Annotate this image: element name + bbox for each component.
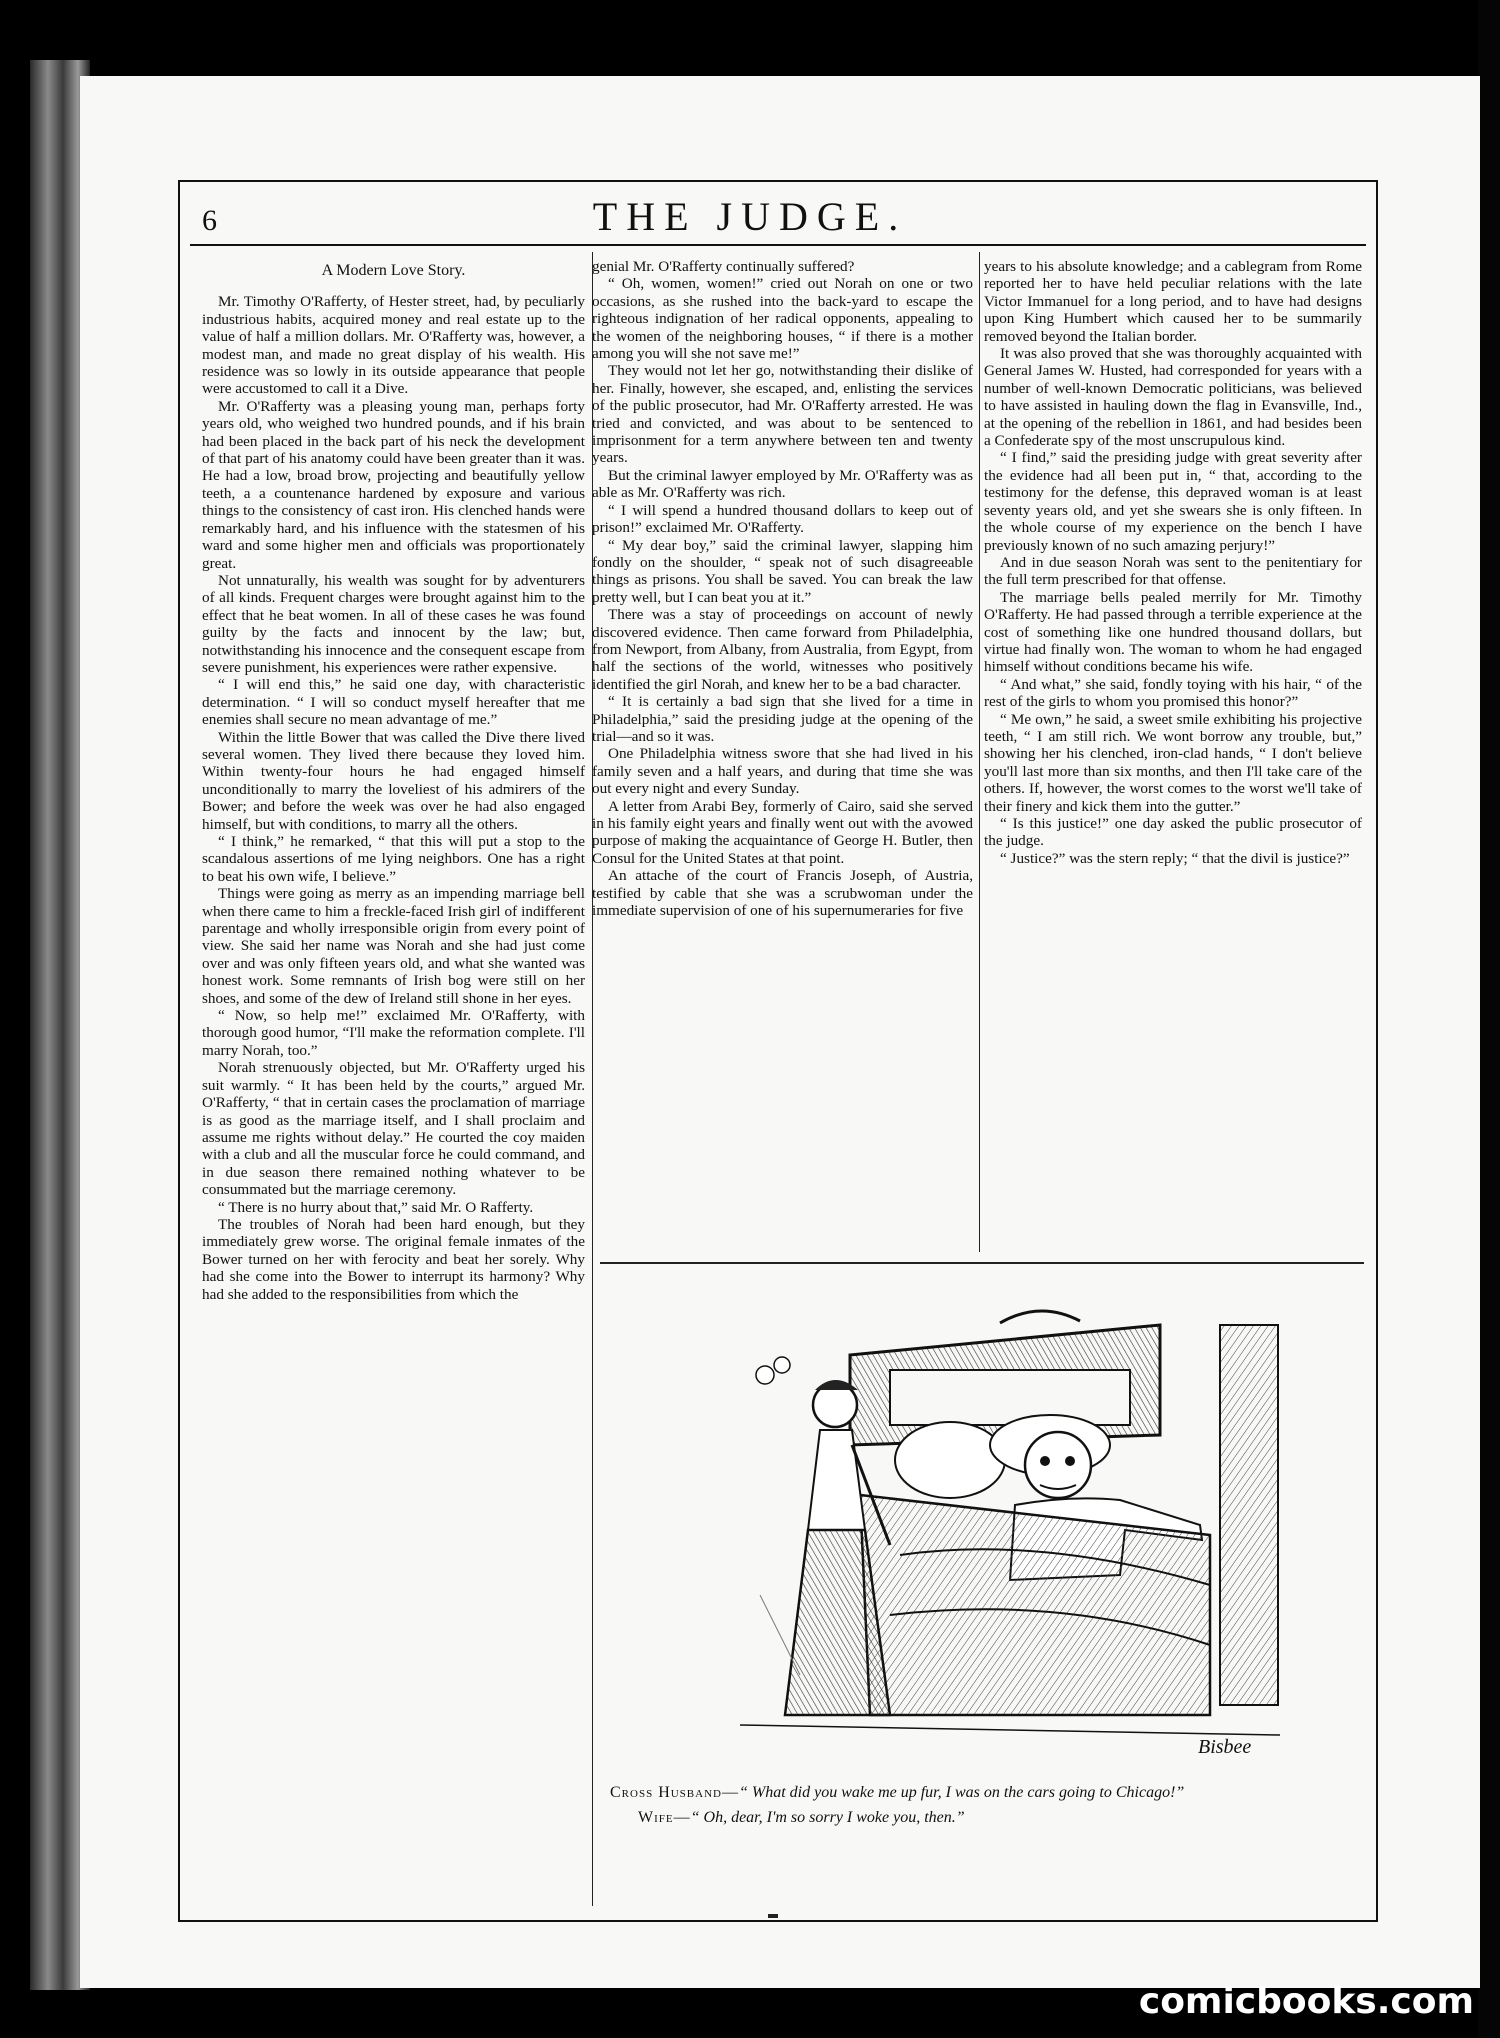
paragraph: One Philadelphia witness swore that she had lived in his family seven and a half years, and during that time she was out every night and every Sunday. bbox=[592, 745, 973, 798]
paragraph: “ Justice?” was the stern reply; “ that the divil is justice?” bbox=[1000, 849, 1350, 867]
paragraph: “ Oh, women, women!” cried out Norah on one or two occasions, as she rushed into the back-yard to escape the righteous indignation of her radical opponents, appealing to the women of the neighboring houses, “ if there is a mother among you will she not save me!” bbox=[592, 275, 973, 363]
caption-husband-quote: “ What did you wake me up fur, I was on the cars going to Chicago!” bbox=[738, 1784, 1185, 1801]
paragraph: “ And what,” she said, fondly toying with his hair, “ of the rest of the girls to whom you promised this honor?” bbox=[984, 675, 1362, 711]
story-column-1 bbox=[202, 262, 585, 1303]
column-divider-2 bbox=[979, 252, 980, 1252]
paragraph: years to his absolute knowledge; and a cablegram from Rome reported her to have held peculiar relations with the late Victor Immanuel for a long period, and to have had designs upon King Humbert which caused her to be summarily removed beyond the Italian border. bbox=[984, 258, 1362, 345]
paragraph: “ It is certainly a bad sign that she lived for a time in Philadelphia,” said the presiding judge at the opening of the trial—and so it was. bbox=[592, 693, 973, 745]
caption-wife-quote: “ Oh, dear, I'm so sorry I woke you, then.” bbox=[690, 1809, 965, 1826]
paragraph: “ My dear boy,” said the criminal lawyer, slapping him fondly on the shoulder, “ speak not of such disagreeable things as prisons. You shall be saved. You can break the law pretty well, but I can beat you at it.” bbox=[592, 536, 973, 606]
story-title: A Modern Love Story. bbox=[321, 262, 466, 279]
paragraph: The troubles of Norah had been hard enough, but they immediately grew worse. The original female inmates of the Bower turned on her with ferocity and beat her sorely. Why had she come into the Bower to interrupt its harmony? Why had she added to the responsibilities from which the bbox=[202, 1215, 585, 1303]
paragraph: “ I will spend a hundred thousand dollars to keep out of prison!” exclaimed Mr. O'Rafferty. bbox=[592, 501, 973, 537]
caption-line-1 bbox=[610, 1782, 1360, 1803]
paragraph: But the criminal lawyer employed by Mr. O'Rafferty was as able as Mr. O'Rafferty was rich. bbox=[592, 466, 973, 502]
site-watermark: comicbooks.com bbox=[1138, 1981, 1474, 2022]
paragraph: Mr. Timothy O'Rafferty, of Hester street, had, by peculiarly industrious habits, acquired money and real estate up to the value of half a million dollars. Mr. O'Rafferty was, however, a modest man, and made no great display of his wealth. His residence was so lowly in its outside appearance that people were accustomed to call it a Dive. bbox=[202, 293, 585, 398]
paragraph: The marriage bells pealed merrily for Mr. Timothy O'Rafferty. He had passed through a terrible experience at the cost of something like one hundred thousand dollars, but virtue had finally won. The woman to whom he had engaged himself without conditions became his wife. bbox=[984, 588, 1362, 676]
illustration-rule bbox=[600, 1262, 1364, 1264]
paragraph: Mr. O'Rafferty was a pleasing young man, perhaps forty years old, who weighed two hundred pounds, and if his brain had been placed in the back part of his neck the development of that part of his anatomy could have been greater than it was. He had a low, broad brow, projecting and beautifully yellow teeth, a a countenance hardened by exposure and various things to the consistency of cast iron. His clenched hands were remarkably hard, and his influence with the statesmen of his ward and some higher men and officials was proportionately great. bbox=[202, 397, 585, 572]
story-column-3 bbox=[984, 258, 1362, 867]
paragraph: “ I will end this,” he said one day, with characteristic determination. “ I will so conduct myself hereafter that me enemies shall secure no mean advantage of me.” bbox=[202, 676, 585, 729]
masthead-title: THE JUDGE. bbox=[592, 194, 908, 239]
paragraph: “ I find,” said the presiding judge with great severity after the evidence had all been put in, “ that, according to the testimony for the defense, this depraved woman is at least seventy years old, and yet she swears she is only fifteen. In the whole course of my experience on the bench I have previously known of no such amazing perjury!” bbox=[984, 449, 1362, 554]
paragraph: Within the little Bower that was called the Dive there lived several women. They lived there because they loved him. Within twenty-four hours he had engaged himself unconditionally to marry the loveliest of his admirers of the Bower; and before the week was over he had also engaged himself, but with conditions, to marry all the others. bbox=[202, 728, 585, 833]
paragraph: They would not let her go, notwithstanding their dislike of her. Finally, however, she escaped, and, enlisting the services of the public prosecutor, had Mr. O'Rafferty arrested. He was tried and convicted, and was about to be sentenced to imprisonment for a term anywhere between ten and twenty years. bbox=[592, 362, 973, 467]
dresser-shape bbox=[1220, 1325, 1278, 1705]
paragraph: It was also proved that she was thoroughly acquainted with General James W. Husted, had corresponded for years with a number of well-known Democratic politicians, was believed to have assisted in hauling down the flag in Evansville, Ind., at the opening of the rebellion in 1861, and had besides been a Confederate spy of the most unscrupulous kind. bbox=[984, 345, 1362, 450]
paragraph: And in due season Norah was sent to the penitentiary for the full term prescribed for that offense. bbox=[984, 553, 1362, 589]
bedroom-illustration bbox=[740, 1295, 1280, 1765]
paragraph: Not unnaturally, his wealth was sought for by adventurers of all kinds. Frequent charges were brought against him to the effect that he beat women. In all of these cases he was found guilty by the facts and innocent by the law; but, notwithstanding his innocence and the consequent escape from severe punishment, his experiences were rather expensive. bbox=[202, 571, 585, 676]
caption-line-2 bbox=[610, 1807, 1360, 1828]
paragraph: Things were going as merry as an impending marriage bell when there came to him a freckle-faced Irish girl of indifferent parentage and wholly irresponsible origin from every point of view. She said her name was Norah and she had just come over and was only fifteen years old, and what she wanted was honest work. Some remnants of Irish bog were still on her shoes, and some of the dew of Ireland still shone in her eyes. bbox=[202, 885, 585, 1007]
masthead-rule bbox=[190, 244, 1366, 246]
caption-speaker-wife: Wife— bbox=[638, 1809, 691, 1826]
bed-blanket-shape bbox=[860, 1495, 1210, 1715]
scan-edge bbox=[1478, 0, 1500, 2038]
paragraph: “ There is no hurry about that,” said Mr. O Rafferty. bbox=[218, 1198, 534, 1216]
paragraph: genial Mr. O'Rafferty continually suffered? bbox=[592, 258, 855, 275]
paragraph: “ I think,” he remarked, “ that this will put a stop to the scandalous assertions of me lying neighbors. One has a right to beat his own wife, I believe.” bbox=[202, 833, 585, 885]
paragraph: Norah strenuously objected, but Mr. O'Rafferty urged his suit warmly. “ It has been held by the courts,” argued Mr. O'Rafferty, “ that in certain cases the proclamation of marriage is as good as the marriage itself, and I shall proclaim and assume me rights without delay.” He courted the coy maiden with a club and all the muscular force he could command, and in due season there remained nothing whatever to be consummated but the marriage ceremony. bbox=[202, 1059, 585, 1199]
paragraph: An attache of the court of Francis Joseph, of Austria, testified by cable that she was a scrubwoman under the immediate supervision of one of his supernumeraries for five bbox=[592, 867, 973, 920]
artist-signature: Bisbee bbox=[1198, 1736, 1252, 1758]
pillow-shape bbox=[895, 1422, 1005, 1498]
paragraph: “ Now, so help me!” exclaimed Mr. O'Rafferty, with thorough good humor, “I'll make the reformation complete. I'll marry Norah, too.” bbox=[202, 1007, 585, 1059]
paragraph: “ Me own,” he said, a sweet smile exhibiting his projective teeth, “ I am still rich. We wont borrow any trouble, but,” showing her his clenched, iron-clad hands, “ I don't believe you'll last more than six months, and then I'll take care of the others. If, however, the worst comes to the worst we'll take of their finery and kick them into the gutter.” bbox=[984, 710, 1362, 815]
paragraph: There was a stay of proceedings on account of newly discovered evidence. Then came forward from Philadelphia, from Newport, from Albany, from Australia, from Egypt, from half the sections of the world, witnesses who positively identified the girl Norah, and knew her to be a bad character. bbox=[592, 606, 973, 693]
bottom-mark bbox=[768, 1914, 778, 1918]
story-column-2 bbox=[592, 258, 973, 919]
page-number: 6 bbox=[202, 204, 217, 237]
paragraph: A letter from Arabi Bey, formerly of Cairo, said she served in his family eight years and finally went out with the avowed purpose of making the acquaintance of George H. Butler, then Consul for the United States at that point. bbox=[592, 797, 973, 867]
paragraph: “ Is this justice!” one day asked the public prosecutor of the judge. bbox=[984, 815, 1362, 850]
illustration-caption bbox=[610, 1782, 1360, 1832]
caption-speaker-husband: Cross Husband— bbox=[610, 1784, 739, 1801]
